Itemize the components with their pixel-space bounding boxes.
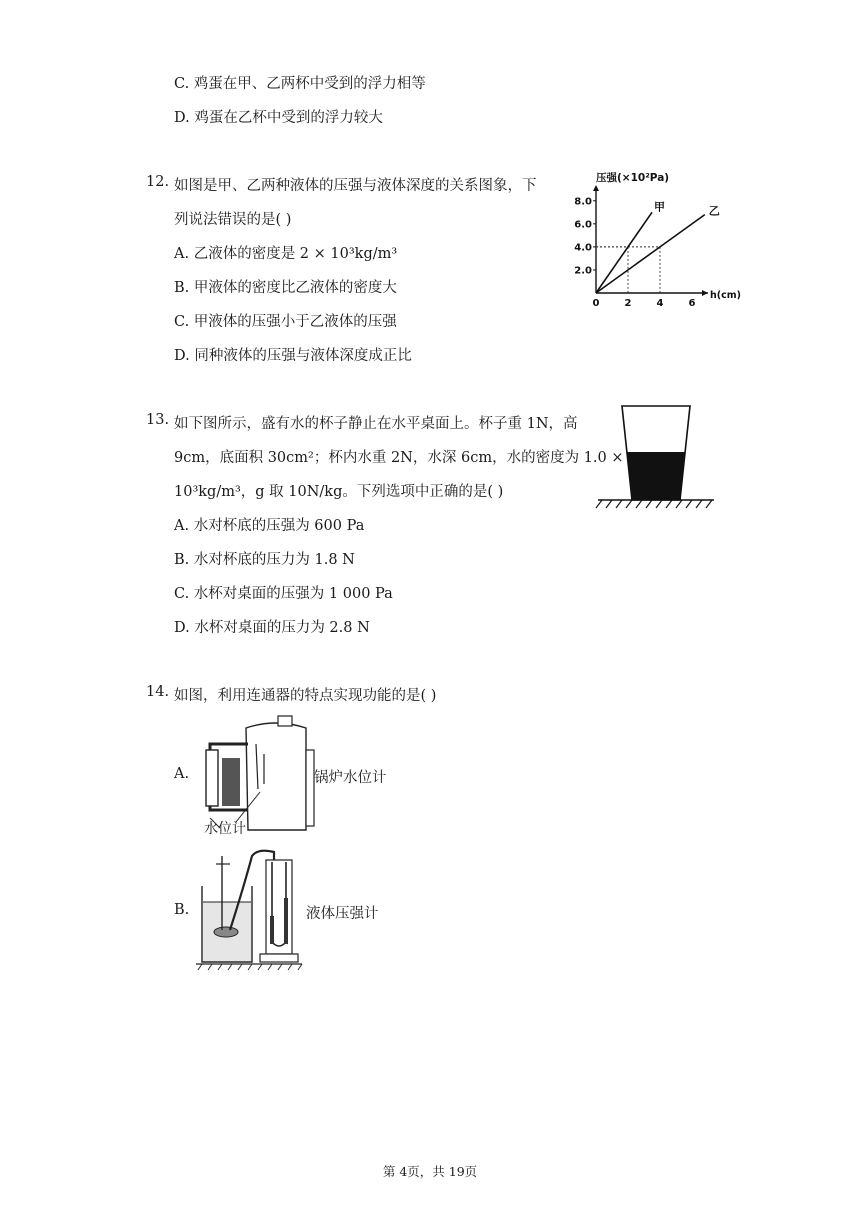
- series-label-2: 乙: [708, 204, 720, 218]
- manometer-base: [260, 954, 298, 962]
- series-line-1: [596, 212, 652, 293]
- y-tick-label: 6.0: [574, 219, 592, 231]
- x-tick-label: 4: [656, 298, 664, 309]
- boiler-cap: [278, 716, 292, 726]
- x-tick-label: 6: [688, 298, 696, 309]
- q14-number: 14.: [146, 684, 170, 700]
- q12-stem-line1: 如图是甲、乙两种液体的压强与液体深度的关系图象，下: [174, 178, 537, 194]
- q11-option-d: D. 鸡蛋在乙杯中受到的浮力较大: [174, 110, 383, 126]
- water-cup-figure: [596, 404, 716, 514]
- q12-option-a: A. 乙液体的密度是 2 × 10³kg/m³: [174, 246, 398, 262]
- manometer-board: [266, 860, 292, 954]
- y-axis-label: 压强(×10²Pa): [596, 172, 670, 184]
- q14-option-a-sublabel: 水位计: [204, 821, 246, 837]
- x-tick-label: 2: [624, 298, 632, 309]
- q13-option-c: C. 水杯对桌面的压强为 1 000 Pa: [174, 586, 393, 602]
- q13-option-a: A. 水对杯底的压强为 600 Pa: [174, 518, 365, 534]
- x-axis-label: h(cm): [710, 290, 741, 301]
- y-tick-label: 2.0: [574, 265, 592, 277]
- q14-stem: 如图，利用连通器的特点实现功能的是( ): [174, 688, 437, 704]
- q12-stem-line2: 列说法错误的是( ): [174, 212, 292, 228]
- q12-option-b: B. 甲液体的密度比乙液体的密度大: [174, 280, 397, 296]
- q12-number: 12.: [146, 174, 170, 190]
- q11-option-c: C. 鸡蛋在甲、乙两杯中受到的浮力相等: [174, 76, 426, 92]
- pressure-depth-chart: [570, 165, 741, 309]
- y-tick-label: 4.0: [574, 242, 592, 254]
- table-hatching: [596, 500, 712, 508]
- boiler-body: [246, 723, 306, 830]
- q13-line3: 10³kg/m³，g 取 10N/kg。下列选项中正确的是( ): [174, 484, 504, 500]
- series-line-2: [596, 215, 705, 293]
- pressure-gauge-figure: [196, 846, 306, 972]
- q14-option-b-label: 液体压强计: [306, 906, 379, 922]
- q12-option-d: D. 同种液体的压强与液体深度成正比: [174, 348, 412, 364]
- q14-option-a-letter: A.: [174, 766, 190, 782]
- cup-water: [627, 452, 685, 500]
- series-label-1: 甲: [654, 200, 665, 214]
- q14-option-a-label: 锅炉水位计: [314, 770, 387, 786]
- q13-line2: 9cm，底面积 30cm²；杯内水重 2N，水深 6cm，水的密度为 1.0 ×: [174, 450, 624, 466]
- q12-option-c: C. 甲液体的压强小于乙液体的压强: [174, 314, 397, 330]
- q13-option-b: B. 水对杯底的压力为 1.8 N: [174, 552, 355, 568]
- x-tick-label: 0: [592, 298, 600, 309]
- probe: [214, 927, 238, 937]
- q13-number: 13.: [146, 412, 170, 428]
- gauge-water: [222, 758, 240, 806]
- side-gauge: [306, 750, 314, 826]
- q13-option-d: D. 水杯对桌面的压力为 2.8 N: [174, 620, 370, 636]
- y-axis-arrow: [593, 185, 599, 191]
- q14-option-b-letter: B.: [174, 902, 190, 918]
- page-footer: 第 4页，共 19页: [382, 1164, 478, 1179]
- y-tick-label: 8.0: [574, 196, 592, 208]
- q13-line1: 如下图所示，盛有水的杯子静止在水平桌面上。杯子重 1N，高: [174, 416, 578, 432]
- x-axis-arrow: [702, 290, 708, 296]
